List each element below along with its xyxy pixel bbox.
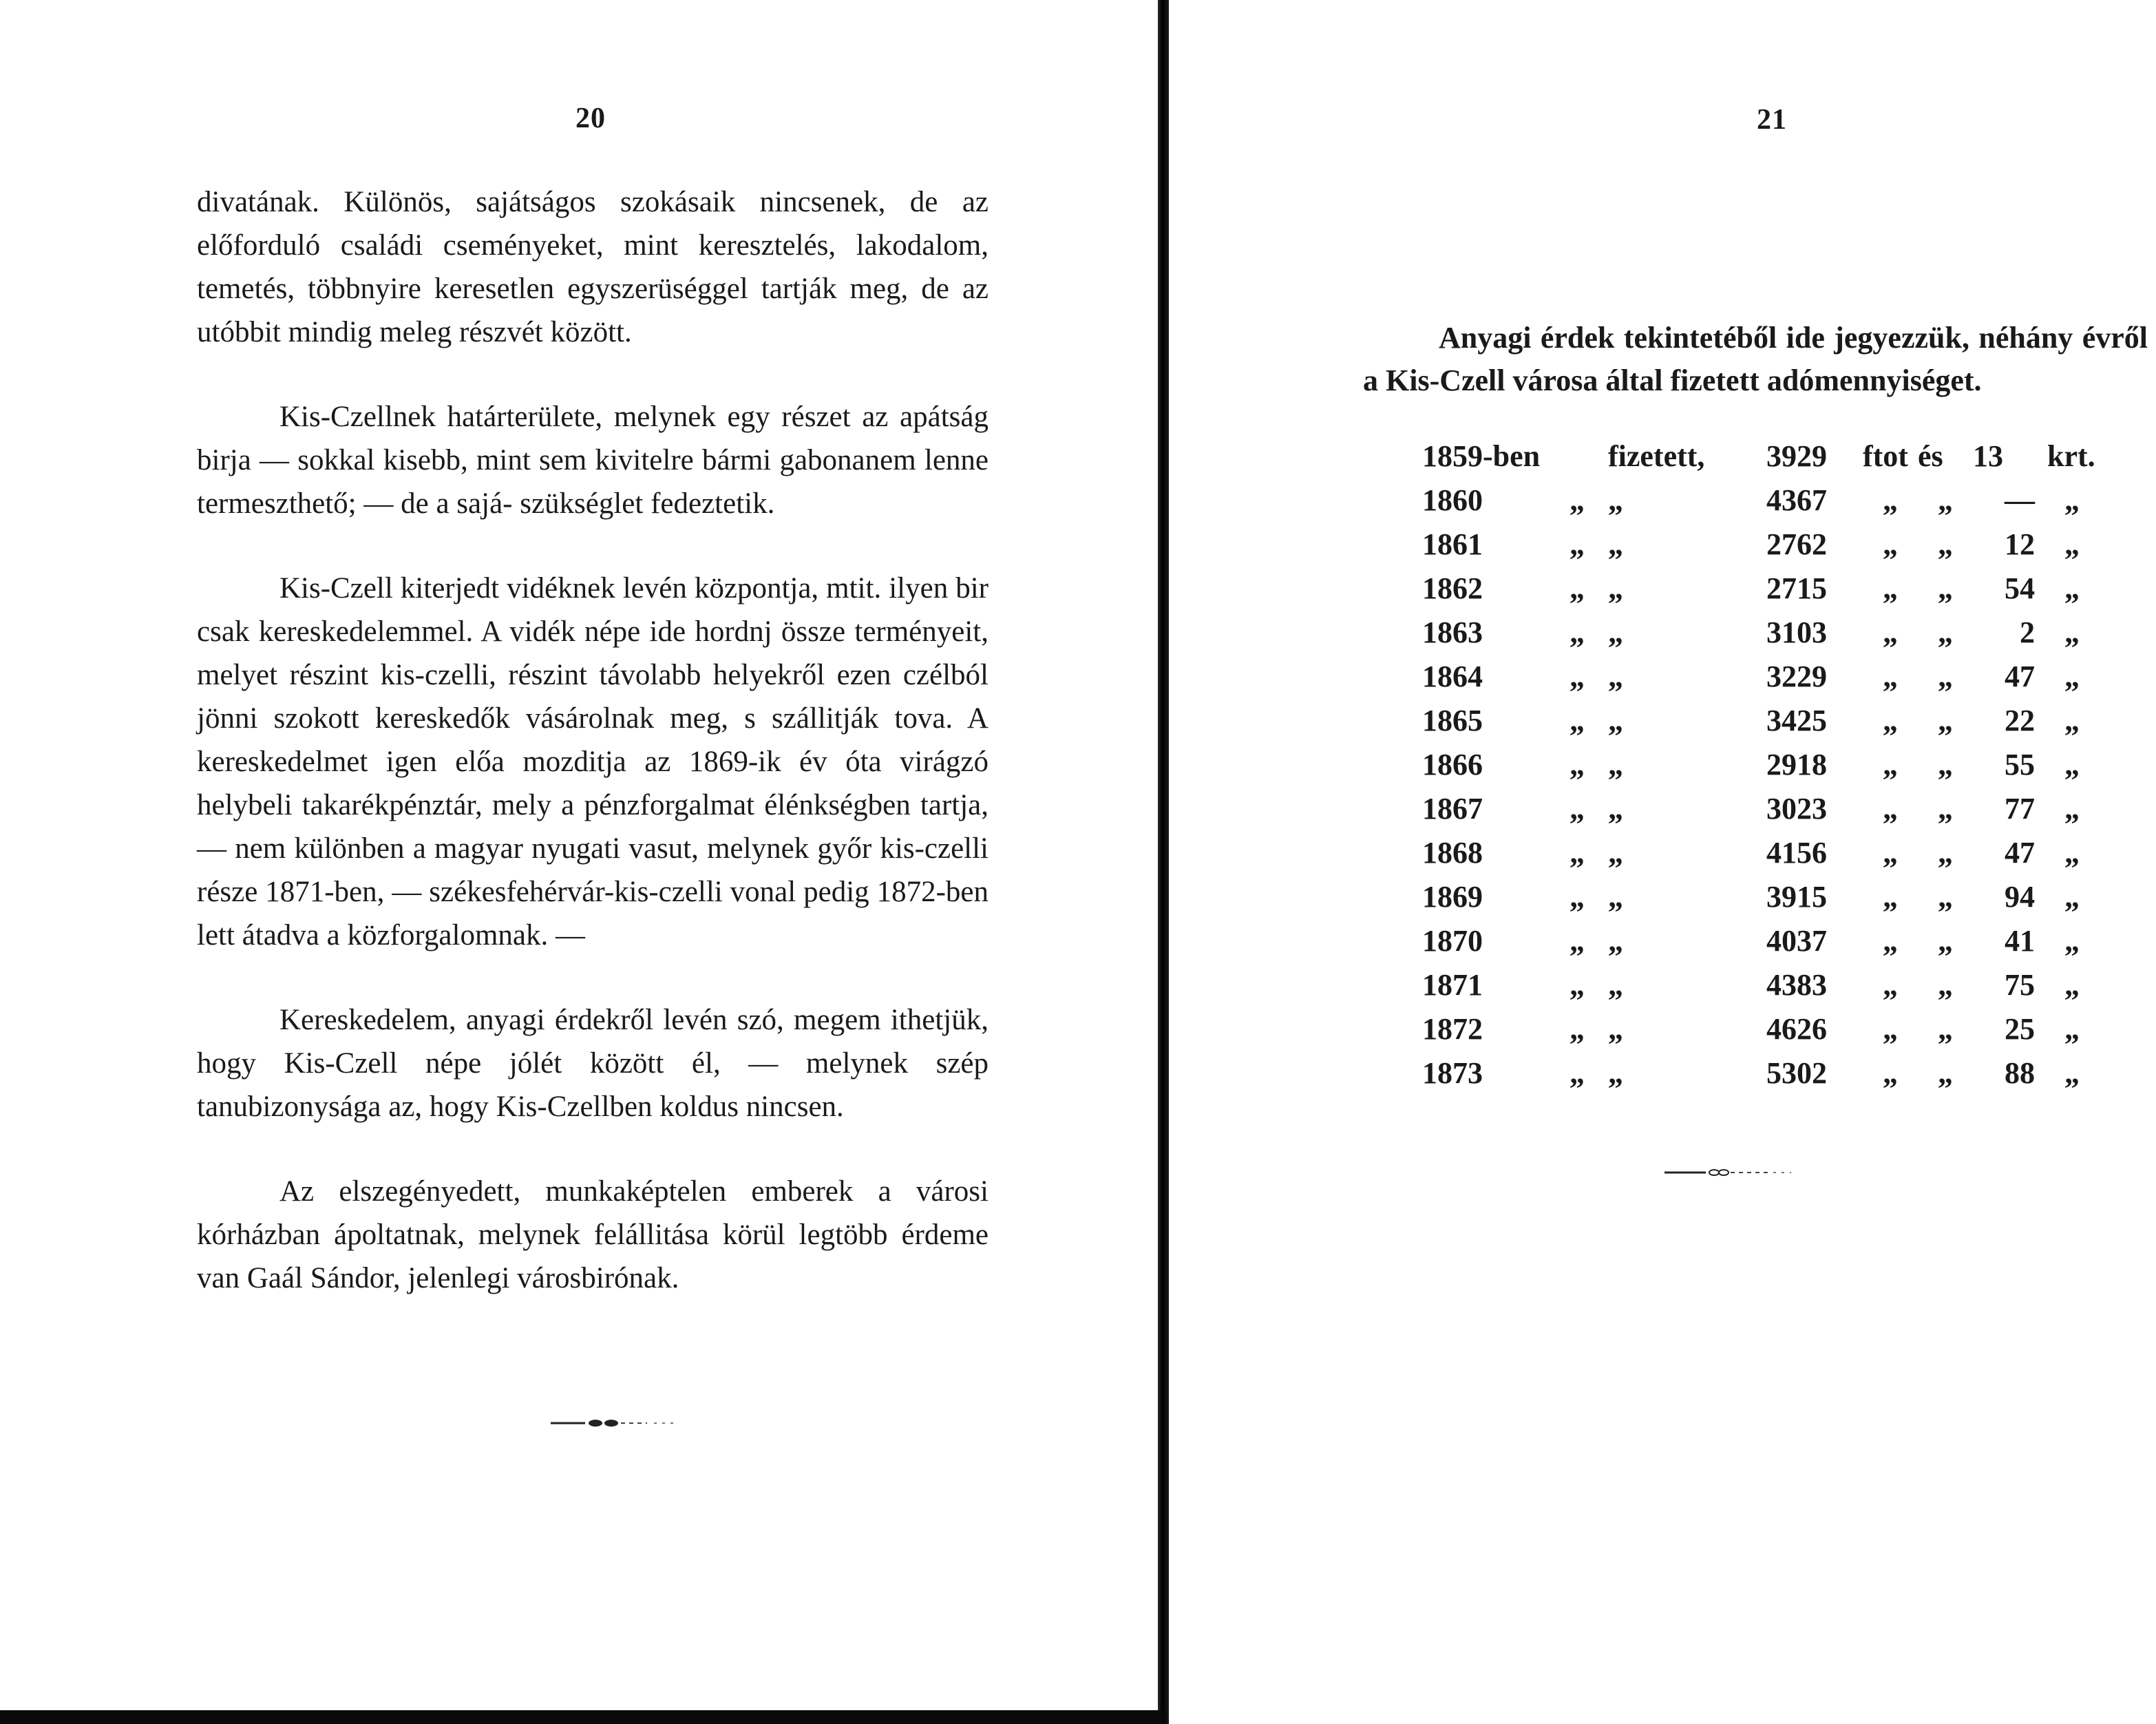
page-number-right: 21 [1757, 104, 1787, 136]
table-row [1422, 786, 2109, 830]
ditto-mark: „ [2064, 791, 2080, 826]
table-row [1422, 478, 2109, 522]
row-amount: 4367 [1766, 483, 1827, 517]
ditto-mark: „ [2064, 571, 2080, 605]
row-year: 1873 [1422, 1055, 1483, 1090]
row-kr: — [2005, 483, 2035, 517]
ditto-mark: „ [1570, 659, 1585, 693]
row-amount: 5302 [1766, 1055, 1827, 1090]
ditto-mark: „ [1938, 527, 1953, 561]
table-row [1422, 918, 2109, 963]
header-kr: 13 [1973, 439, 2003, 473]
header-kr-unit: krt. [2047, 439, 2095, 473]
ditto-mark: „ [1608, 835, 1623, 870]
ditto-mark: „ [2064, 483, 2080, 517]
ditto-mark: „ [2064, 703, 2080, 737]
row-kr: 22 [2005, 703, 2035, 737]
row-amount: 2762 [1766, 527, 1827, 561]
table-intro: Anyagi érdek tekintetéből ide jegyezzük, néhány évről a Kis-Czell városa által fizetett adómennyiséget. [1363, 321, 2148, 397]
ditto-mark: „ [1938, 967, 1953, 1002]
ditto-mark: „ [2064, 747, 2080, 781]
ditto-mark: „ [1570, 835, 1585, 870]
ditto-mark: „ [1883, 659, 1898, 693]
ditto-mark: „ [1883, 879, 1898, 914]
ditto-mark: „ [2064, 1011, 2080, 1046]
table-row [1422, 610, 2109, 654]
row-kr: 2 [2020, 615, 2035, 649]
row-amount: 4037 [1766, 923, 1827, 958]
row-amount: 4156 [1766, 835, 1827, 870]
tax-table [1422, 434, 2109, 1095]
ditto-mark: „ [1570, 615, 1585, 649]
ditto-mark: „ [2064, 1055, 2080, 1090]
row-year: 1871 [1422, 967, 1483, 1002]
ditto-mark: „ [1883, 1055, 1898, 1090]
table-row [1422, 1051, 2109, 1095]
ditto-mark: „ [1570, 483, 1585, 517]
ditto-mark: „ [1570, 1055, 1585, 1090]
header-amount: 3929 [1766, 439, 1827, 473]
table-row [1422, 698, 2109, 742]
ditto-mark: „ [1608, 659, 1623, 693]
ditto-mark: „ [2064, 615, 2080, 649]
ditto-mark: „ [1608, 527, 1623, 561]
row-kr: 41 [2005, 923, 2035, 958]
row-kr: 54 [2005, 571, 2035, 605]
ditto-mark: „ [1938, 835, 1953, 870]
book-gutter [1158, 0, 1169, 1724]
ditto-mark: „ [1883, 1011, 1898, 1046]
section-end-ornament [1658, 1168, 1795, 1177]
table-row [1422, 654, 2109, 698]
row-year: 1862 [1422, 571, 1483, 605]
ditto-mark: „ [1608, 1011, 1623, 1046]
ditto-mark: „ [1883, 835, 1898, 870]
ditto-mark: „ [2064, 967, 2080, 1002]
ditto-mark: „ [1570, 967, 1585, 1002]
ditto-mark: „ [1938, 791, 1953, 826]
row-kr: 88 [2005, 1055, 2035, 1090]
ditto-mark: „ [1608, 967, 1623, 1002]
row-year: 1863 [1422, 615, 1483, 649]
ditto-mark: „ [2064, 835, 2080, 870]
ditto-mark: „ [1883, 615, 1898, 649]
ditto-mark: „ [1938, 747, 1953, 781]
row-amount: 4383 [1766, 967, 1827, 1002]
ditto-mark: „ [1938, 923, 1953, 958]
table-row [1422, 963, 2109, 1007]
row-amount: 3023 [1766, 791, 1827, 826]
row-amount: 3103 [1766, 615, 1827, 649]
ditto-mark: „ [1608, 747, 1623, 781]
tax-table-body [1422, 478, 2109, 1095]
ditto-mark: „ [1608, 1055, 1623, 1090]
ditto-mark: „ [1570, 791, 1585, 826]
ditto-mark: „ [1570, 527, 1585, 561]
ditto-mark: „ [1883, 483, 1898, 517]
row-kr: 47 [2005, 659, 2035, 693]
ditto-mark: „ [1570, 923, 1585, 958]
ditto-mark: „ [1938, 703, 1953, 737]
ditto-mark: „ [1608, 615, 1623, 649]
ditto-mark: „ [1938, 615, 1953, 649]
row-amount: 3425 [1766, 703, 1827, 737]
table-row [1422, 874, 2109, 918]
row-year: 1864 [1422, 659, 1483, 693]
row-amount: 3915 [1766, 879, 1827, 914]
paragraph-2: Kis-Czellnek határterülete, melynek egy részet az apátság birja — sokkal kisebb, mint sem kivitelre bármi gabonanem lenne termeszthető; — de a sajá- szükséglet fedeztetik. [197, 401, 989, 520]
left-body-text [197, 180, 989, 1341]
row-kr: 12 [2005, 527, 2035, 561]
right-page [1170, 0, 2156, 1724]
ditto-mark: „ [1938, 1011, 1953, 1046]
row-amount: 2715 [1766, 571, 1827, 605]
row-amount: 4626 [1766, 1011, 1827, 1046]
row-kr: 75 [2005, 967, 2035, 1002]
paragraph-1: divatának. Különös, sajátságos szokásaik nincsenek, de az előforduló családi cseményeket, mint keresztelés, lakodalom, temetés, többnyire keresetlen egyszerüséggel tartják meg, de az utóbbit mindig meleg részvét között. [197, 186, 989, 348]
header-year: 1859-ben [1422, 439, 1541, 473]
ditto-mark: „ [1883, 527, 1898, 561]
header-and: és [1918, 439, 1943, 473]
paragraph-5: Az elszegényedett, munkaképtelen emberek a városi kórházban ápoltatnak, melynek felállitása körül legtöbb érdeme van Gaál Sándor, jelenlegi városbirónak. [197, 1175, 989, 1294]
row-year: 1866 [1422, 747, 1483, 781]
row-year: 1865 [1422, 703, 1483, 737]
ditto-mark: „ [1938, 1055, 1953, 1090]
ditto-mark: „ [1883, 703, 1898, 737]
row-year: 1868 [1422, 835, 1483, 870]
ditto-mark: „ [1570, 703, 1585, 737]
row-kr: 55 [2005, 747, 2035, 781]
table-header-row [1422, 434, 2109, 478]
ditto-mark: „ [1883, 747, 1898, 781]
table-row [1422, 742, 2109, 786]
row-year: 1869 [1422, 879, 1483, 914]
ditto-mark: „ [1570, 879, 1585, 914]
ditto-mark: „ [1608, 483, 1623, 517]
row-year: 1870 [1422, 923, 1483, 958]
row-year: 1860 [1422, 483, 1483, 517]
page-bottom-edge [0, 1710, 1163, 1724]
section-end-ornament [544, 1418, 681, 1428]
ditto-mark: „ [1608, 571, 1623, 605]
row-amount: 2918 [1766, 747, 1827, 781]
paragraph-3: Kis-Czell kiterjedt vidéknek levén központja, mtit. ilyen bir csak kereskedelemmel. A vidék népe ide hordnj össze terményeit, melyet részint kis-czelli, részint távolabb helyekről ezen czélból jönni szokott kereskedők vásárolnak meg, s szállitják tova. A kereskedelmet igen előa mozditja az 1869-ik év óta virágzó helybeli takarékpénztár, mely a pénzforgalmat élénkségben tartja, — nem különben a magyar nyugati vasut, melynek győr kis-czelli része 1871-ben, — székesfehérvár-kis-czelli vonal pedig 1872-ben lett átadva a közforgalomnak. — [197, 572, 989, 952]
ditto-mark: „ [1938, 659, 1953, 693]
row-year: 1872 [1422, 1011, 1483, 1046]
row-kr: 94 [2005, 879, 2035, 914]
table-row [1422, 1007, 2109, 1051]
ditto-mark: „ [2064, 879, 2080, 914]
ditto-mark: „ [1883, 923, 1898, 958]
ditto-mark: „ [1608, 879, 1623, 914]
row-amount: 3229 [1766, 659, 1827, 693]
page-number-left: 20 [575, 103, 606, 134]
ditto-mark: „ [1608, 791, 1623, 826]
ditto-mark: „ [1570, 571, 1585, 605]
paragraph-4: Kereskedelem, anyagi érdekről levén szó, megem ithetjük, hogy Kis-Czell népe jólét között él, — melynek szép tanubizonysága az, hogy Kis-Czellben koldus nincsen. [197, 1004, 989, 1123]
ditto-mark: „ [2064, 923, 2080, 958]
ditto-mark: „ [1570, 747, 1585, 781]
table-row [1422, 566, 2109, 610]
ditto-mark: „ [1883, 791, 1898, 826]
ditto-mark: „ [1938, 483, 1953, 517]
row-kr: 25 [2005, 1011, 2035, 1046]
ditto-mark: „ [1608, 703, 1623, 737]
row-kr: 77 [2005, 791, 2035, 826]
ditto-mark: „ [1938, 879, 1953, 914]
table-row [1422, 830, 2109, 874]
ditto-mark: „ [1570, 1011, 1585, 1046]
ditto-mark: „ [1938, 571, 1953, 605]
row-year: 1861 [1422, 527, 1483, 561]
ditto-mark: „ [2064, 527, 2080, 561]
header-unit: ftot [1863, 439, 1908, 473]
row-year: 1867 [1422, 791, 1483, 826]
table-row [1422, 522, 2109, 566]
header-verb: fizetett, [1608, 439, 1705, 473]
row-kr: 47 [2005, 835, 2035, 870]
ditto-mark: „ [1883, 571, 1898, 605]
ditto-mark: „ [1608, 923, 1623, 958]
ditto-mark: „ [2064, 659, 2080, 693]
ditto-mark: „ [1883, 967, 1898, 1002]
